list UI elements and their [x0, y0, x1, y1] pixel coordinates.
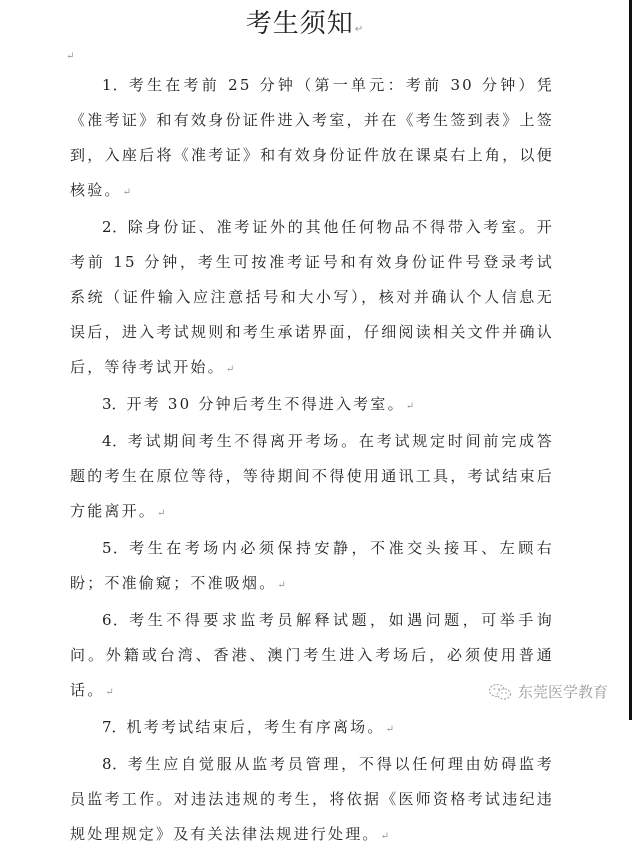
- paragraph-mark-icon: ↵: [157, 508, 168, 519]
- notice-item-1: [70, 68, 554, 210]
- paragraph-mark-icon: ↵: [105, 687, 116, 698]
- item-number: 6．: [102, 611, 130, 629]
- item-text: 机考考试结束后，考生有序离场。: [126, 718, 385, 736]
- item-number: 1．: [102, 76, 129, 94]
- item-number: 5．: [102, 539, 130, 557]
- wechat-icon: [488, 683, 512, 701]
- notice-item-7: [70, 710, 554, 747]
- notice-item-5: [70, 531, 554, 603]
- paragraph-mark-icon: ↵: [225, 364, 237, 375]
- item-text: 考生在考前 25 分钟（第一单元：考前 30 分钟）凭《准考证》和有效身份证件进入考室，并在《考生签到表》上签到，入座后将《准考证》和有效身份证件放在课桌右上角，以便核验。: [70, 76, 554, 199]
- item-text: 考生应自觉服从监考员管理，不得以任何理由妨碍监考员监考工作。对违法违规的考生，将依据《医师资格考试违纪违规处理规定》及有关法律法规进行处理。: [70, 755, 554, 843]
- item-number: 8．: [102, 755, 128, 773]
- item-text: 开考 30 分钟后考生不得进入考室。: [126, 395, 405, 413]
- empty-paragraph: [65, 44, 74, 63]
- item-number: 4．: [102, 432, 128, 450]
- watermark: [488, 681, 608, 702]
- paragraph-mark-icon: ↵: [405, 401, 417, 412]
- paragraph-mark-icon: ↵: [66, 51, 75, 62]
- notice-item-4: [70, 424, 554, 531]
- title-text: 考生须知: [245, 9, 354, 39]
- item-text: 考试期间考生不得离开考场。在考试规定时间前完成答题的考生在原位等待，等待期间不得使用通讯工具，考试结束后方能离开。: [70, 432, 554, 520]
- item-number: 7．: [102, 718, 127, 736]
- paragraph-mark-icon: ↵: [380, 831, 392, 842]
- notice-item-2: [70, 210, 554, 387]
- paragraph-mark-icon: ↵: [122, 187, 134, 198]
- notice-item-6: [70, 603, 554, 710]
- notice-body: [70, 68, 554, 854]
- paragraph-mark-icon: ↵: [277, 580, 288, 591]
- paragraph-mark-icon: ↵: [385, 724, 397, 735]
- watermark-label: 东莞医学教育: [518, 683, 609, 701]
- item-text: 除身份证、准考证外的其他任何物品不得带入考室。开考前 15 分钟，考生可按准考证号和有效身份证件号登录考试系统（证件输入应注意括号和大小写），核对并确认个人信息无误后，进入考试规则和考生承诺界面，仔细阅读相关文件并确认后，等待考试开始。: [70, 218, 554, 376]
- item-text: 考生在考场内必须保持安静，不准交头接耳、左顾右盼；不准偷窥；不准吸烟。: [70, 539, 554, 592]
- item-number: 3．: [102, 395, 127, 413]
- item-number: 2．: [102, 218, 128, 236]
- notice-item-3: [70, 387, 554, 424]
- paragraph-mark-icon: ↵: [354, 24, 365, 35]
- notice-item-8: [70, 747, 554, 854]
- document-title: [0, 3, 610, 40]
- item-text: 考生不得要求监考员解释试题，如遇问题，可举手询问。外籍或台湾、香港、澳门考生进入考场后，必须使用普通话。: [70, 611, 554, 699]
